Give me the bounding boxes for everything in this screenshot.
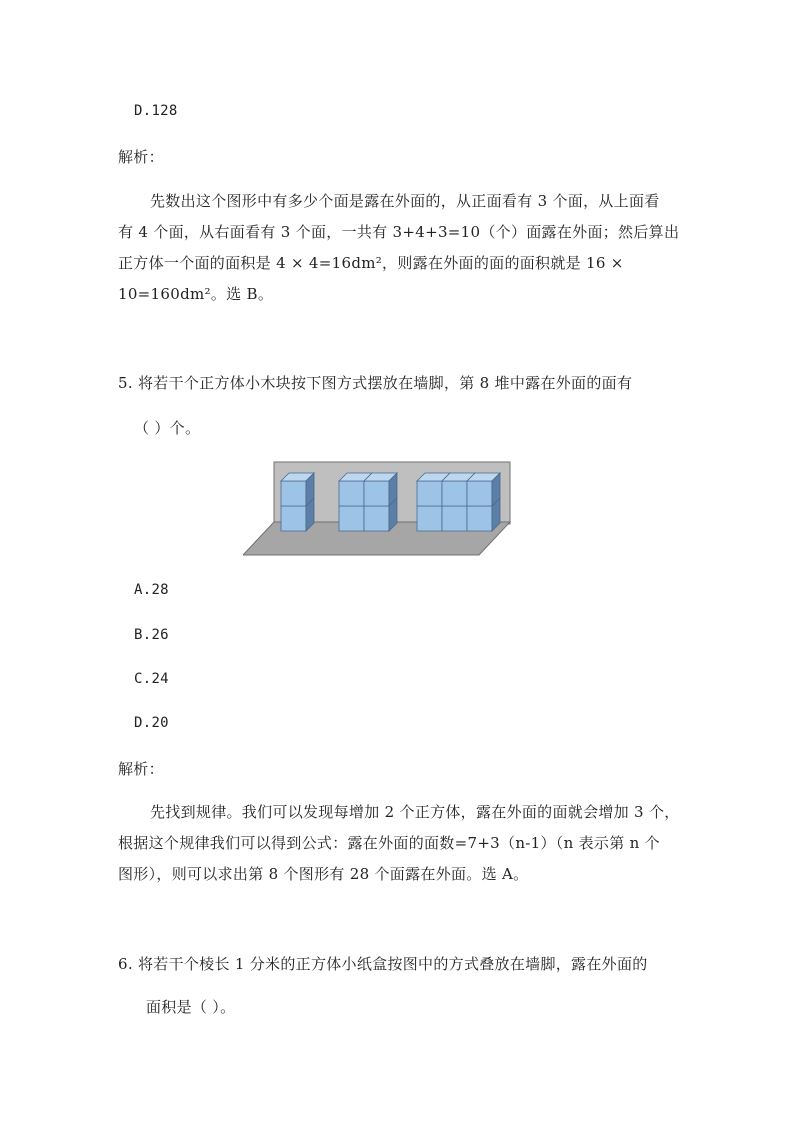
- cube-front-face: [339, 481, 364, 506]
- cube-front-face: [442, 481, 467, 506]
- analysis-line: 先数出这个图形中有多少个面是露在外面的，从正面看有 3 个面，从上面看: [150, 192, 660, 210]
- analysis-line: 10=160dm²。选 B。: [118, 285, 274, 303]
- option-d: D.20: [134, 715, 169, 731]
- cube-front-face: [339, 506, 364, 531]
- cube-front-face: [364, 506, 389, 531]
- analysis-line: 图形），则可以求出第 8 个图形有 28 个面露在外面。选 A。: [118, 865, 529, 883]
- question-5-stem: 5. 将若干个正方体小木块按下图方式摆放在墙脚，第 8 堆中露在外面的面有: [118, 374, 633, 392]
- analysis-line: 先找到规律。我们可以发现每增加 2 个正方体，露在外面的面就会增加 3 个，: [150, 803, 680, 821]
- question-6-blank: 面积是（ ）。: [146, 998, 236, 1016]
- analysis-line: 正方体一个面的面积是 4 × 4=16dm²，则露在外面的面的面积就是 16 ×: [118, 254, 624, 272]
- cube-front-face: [467, 481, 492, 506]
- cube-front-face: [281, 506, 306, 531]
- option-a: A.28: [134, 582, 169, 598]
- option-b: B.26: [134, 627, 169, 643]
- option-c: C.24: [134, 671, 169, 687]
- question-6-stem: 6. 将若干个棱长 1 分米的正方体小纸盒按图中的方式叠放在墙脚，露在外面的: [118, 955, 648, 973]
- analysis-line: 有 4 个面，从右面看有 3 个面，一共有 3+4+3=10（个）面露在外面；然后算出: [118, 223, 680, 241]
- option-d: D.128: [134, 103, 178, 119]
- cube-front-face: [281, 481, 306, 506]
- analysis-line: 根据这个规律我们可以得到公式：露在外面的面数=7+3（n-1）（n 表示第 n 个: [118, 834, 660, 852]
- cube-front-face: [364, 481, 389, 506]
- cube-front-face: [442, 506, 467, 531]
- analysis-label: 解析：: [118, 760, 164, 778]
- cube-stacks-figure: [243, 460, 513, 557]
- cube-front-face: [417, 506, 442, 531]
- analysis-label: 解析：: [118, 148, 164, 166]
- question-5-blank: （ ）个。: [134, 419, 201, 437]
- cube-front-face: [467, 506, 492, 531]
- analysis-paragraph: [118, 186, 678, 310]
- analysis-paragraph: [118, 797, 678, 890]
- cube-front-face: [417, 481, 442, 506]
